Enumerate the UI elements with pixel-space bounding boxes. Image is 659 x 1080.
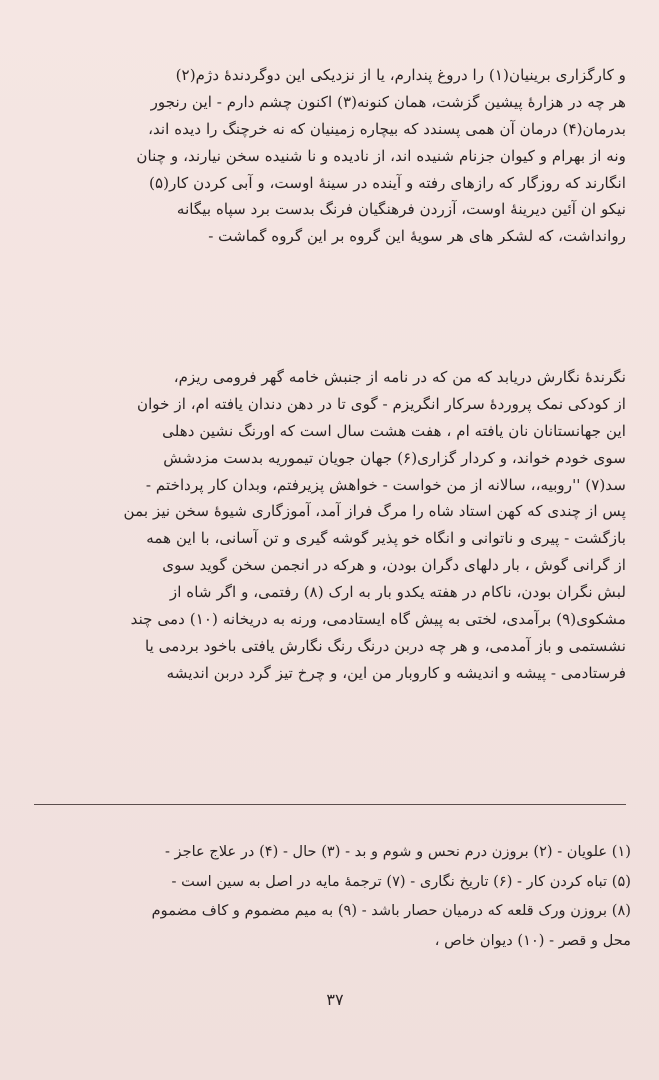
text-line: روانداشت، که لشکر های هر سویهٔ این گروه بر این گروه گماشت - <box>208 227 626 246</box>
text-line: نیکو ان آئین دیرینهٔ اوست، آزردن فرهنگیان فرنگ بدست برد سپاه بیگانه <box>176 200 626 219</box>
text-line: از گرانی گوش ، بار دلهای دگران بودن، و هرکه در انجمن سخن گوید سوی <box>162 556 626 575</box>
text-line: نگرندهٔ نگارش دریابد که من که در نامه از جنبش خامه گهر فرومی ریزم، <box>173 368 626 386</box>
text-line: فرستادمی - پیشه و اندیشه و کاروبار من این، و چرخ تیز گرد دربن اندیشه <box>166 663 626 682</box>
paragraph-1 <box>56 62 626 250</box>
footnote-line: محل و قصر - (۱۰) دیوان خاص ، <box>434 931 631 949</box>
text-line: نشستمی و باز آمدمی، و هر چه دربن درنگ رنگ نگارش یافتی باخود بردمی یا <box>144 636 626 655</box>
footnote-line: (۵) تباه کردن کار - (۶) تاریخ نگاری - (۷) ترجمهٔ مایه در اصل به سین است - <box>171 872 631 890</box>
text-line: بازگشت - پیری و ناتوانی و انگاه خو پذیر گوشه گیری و تن آسانی، با این همه <box>146 529 626 548</box>
text-line: پس از چندی که کهن استاد شاه را مرگ فراز آمد، آموزگاری شیوهٔ سخن نیز بمن <box>123 502 626 521</box>
text-line: مشکوی(۹) برآمدی، لختی به پیش گاه ایستادمی، ورنه به دریخانه (۱۰) دمی چند <box>130 610 626 629</box>
text-line: هر چه در هزارهٔ پیشین گزشت، همان کنونه(۳) اکنون چشم دارم - این رنجور <box>150 92 626 111</box>
text-line: این جهانستانان نان یافته ام ، هفت هشت سال است که اورنگ نشین دهلی <box>162 421 626 440</box>
text-line: از کودکی نمک پروردهٔ سرکار انگریزم - گوی تا در دهن دندان یافته ام، از خوان <box>136 394 626 413</box>
footnotes <box>46 837 631 955</box>
text-line: ونه از بهرام و کیوان جزنام شنیده اند، از نادیده و نا شنیده سخن نیارند، و چنان <box>136 146 626 165</box>
text-line: سوی خودم خواند، و کردار گزاری(۶) جهان جویان تیموریه بدست مزدشش <box>163 448 626 467</box>
text-line: سد(۷) ''روبیه،، سالانه از من خواست - خواهش پزیرفتم، وبدان کار پرداختم - <box>145 475 626 494</box>
text-line: لبش نگران بودن، ناکام در هفته یکدو بار به ارک (۸) رفتمی، و اگر شاه از <box>169 583 626 602</box>
page-number: ۳۷ <box>326 990 344 1009</box>
footnote-line: (۸) بروزن ورک قلعه که درمیان حصار باشد - (۹) به میم مضموم و کاف مضموم <box>151 902 631 920</box>
footnote-line: (۱) علویان - (۲) بروزن درم نحس و شوم و بد - (۳) حال - (۴) در علاج عاجز - <box>164 843 631 860</box>
text-line: بدرمان(۴) درمان آن همی پسندد که بیچاره زمینیان که نه خرچنگ را دیده اند، <box>148 119 626 138</box>
paragraph-2 <box>56 364 626 687</box>
text-line: و کارگزاری برینیان(۱) را دروغ پندارم، یا از نزدیکی این دوگردندهٔ دژم(۲) <box>175 66 626 84</box>
text-line: انگارند که روزگار که رازهای رفته و آینده در سینهٔ اوست، و آبی کردن کار(۵) <box>149 173 626 192</box>
footnote-divider <box>34 804 626 805</box>
